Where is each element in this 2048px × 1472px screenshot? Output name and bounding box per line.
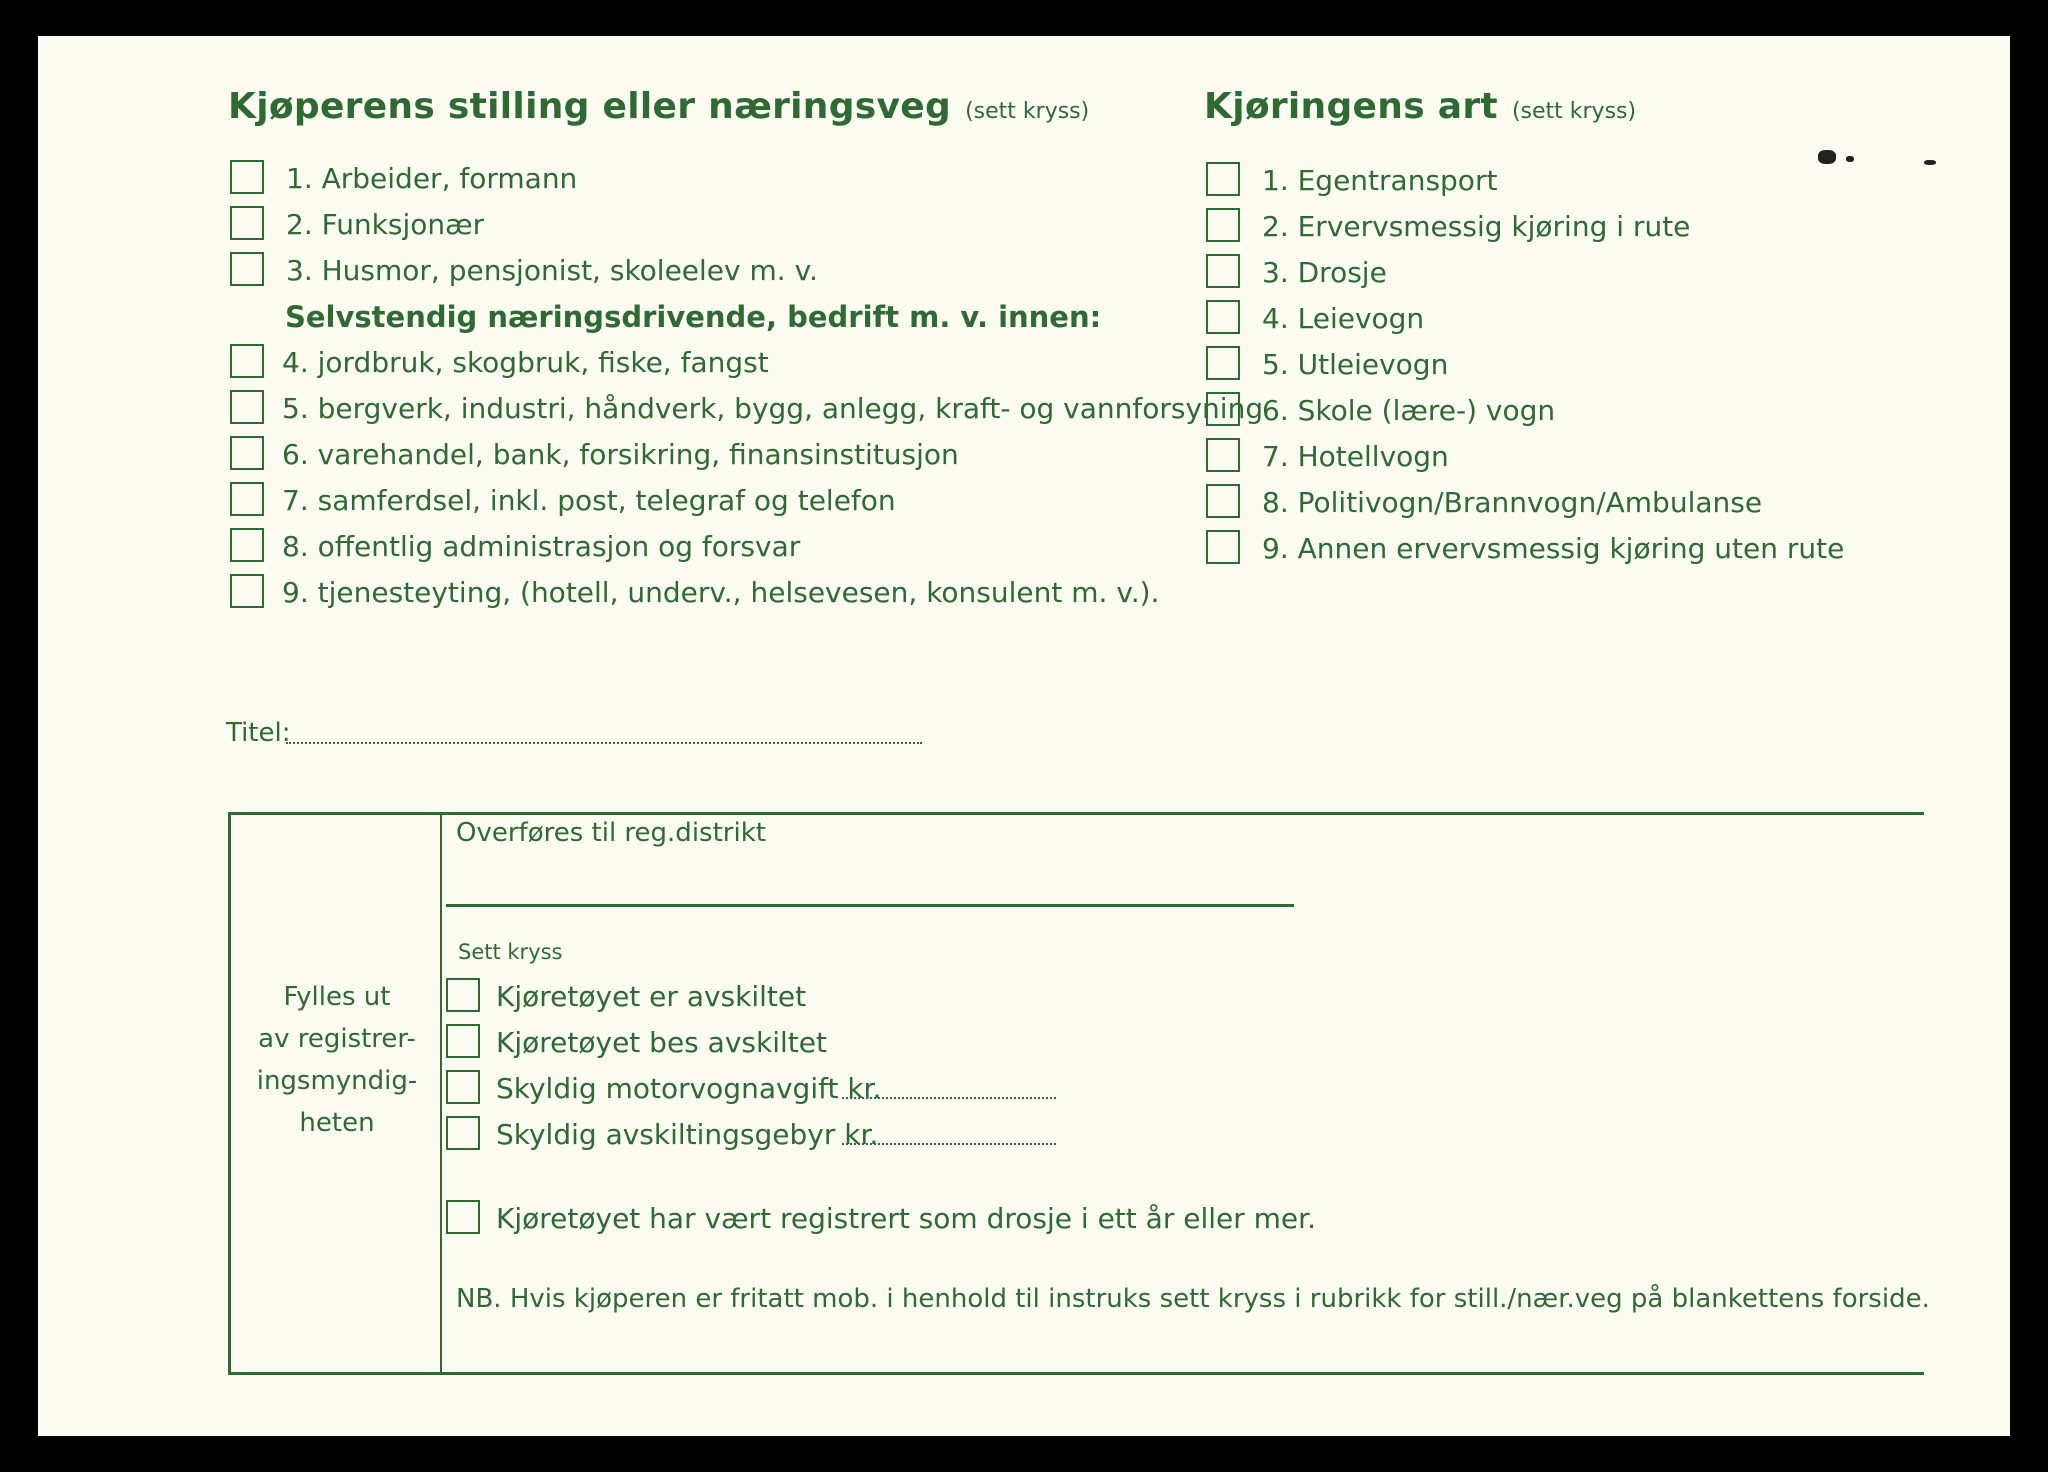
side-label-line: Fylles ut [283,982,391,1012]
option-label: 1. Egentransport [1262,164,1498,197]
box-left-rule [228,812,231,1375]
option-label: 3. Drosje [1262,256,1387,289]
check-label: Kjøretøyet er avskiltet [496,980,807,1013]
checkbox[interactable] [230,528,264,562]
option-label: 6. varehandel, bank, forsikring, finansinstitusjon [282,438,959,471]
checkbox[interactable] [230,344,264,378]
sett-kryss-label: Sett kryss [458,940,563,964]
side-label-line: av registrer- [258,1024,416,1054]
checkbox[interactable] [230,206,264,240]
option-label: 8. Politivogn/Brannvogn/Ambulanse [1262,486,1763,519]
left-subheading: Selvstendig næringsdrivende, bedrift m. v. innen: [285,300,1102,334]
option-label: 3. Husmor, pensjonist, skoleelev m. v. [286,254,818,287]
checkbox[interactable] [230,482,264,516]
box-bottom-rule [228,1372,1924,1375]
checkbox[interactable] [446,1024,480,1058]
box-top-rule [228,812,1924,815]
option-label: 4. jordbruk, skogbruk, fiske, fangst [282,346,769,379]
titel-label: Titel: [226,718,291,748]
check-label: Skyldig motorvognavgift kr. [496,1072,882,1105]
right-heading [1204,86,1636,127]
checkbox[interactable] [1206,530,1240,564]
checkbox[interactable] [230,252,264,286]
checkbox[interactable] [446,1200,480,1234]
checkbox[interactable] [1206,254,1240,288]
checkbox[interactable] [1206,392,1240,426]
option-label: 7. Hotellvogn [1262,440,1449,473]
paper-speck [1818,150,1836,164]
check-label: Kjøretøyet har vært registrert som drosje i ett år eller mer. [496,1202,1316,1235]
motorvognavgift-field[interactable] [842,1097,1056,1099]
check-label: Skyldig avskiltingsgebyr kr. [496,1118,879,1151]
nb-note: NB. Hvis kjøperen er fritatt mob. i henhold til instruks sett kryss i rubrikk for still./nær.veg på blankettens forside. [456,1284,1930,1314]
paper-speck [1924,160,1936,165]
checkbox[interactable] [230,390,264,424]
checkbox[interactable] [446,978,480,1012]
left-heading [228,86,1089,127]
transfer-label: Overføres til reg.distrikt [456,818,766,848]
checkbox[interactable] [230,436,264,470]
option-label: 6. Skole (lære-) vogn [1262,394,1556,427]
option-label: 2. Ervervsmessig kjøring i rute [1262,210,1691,243]
option-label: 4. Leievogn [1262,302,1425,335]
checkbox[interactable] [1206,438,1240,472]
option-label: 2. Funksjonær [286,208,485,241]
left-heading-text: Kjøperens stilling eller næringsveg [228,86,952,127]
right-heading-text: Kjøringens art [1204,86,1498,127]
checkbox[interactable] [1206,162,1240,196]
avskiltingsgebyr-field[interactable] [842,1143,1056,1145]
option-label: 9. Annen ervervsmessig kjøring uten rute [1262,532,1845,565]
checkbox[interactable] [1206,346,1240,380]
titel-field[interactable] [286,742,922,744]
option-label: 5. Utleievogn [1262,348,1449,381]
left-heading-note: (sett kryss) [965,99,1090,124]
box-side-label [232,976,442,1144]
right-heading-note: (sett kryss) [1511,99,1637,124]
option-label: 5. bergverk, industri, håndverk, bygg, anlegg, kraft- og vannforsyning [282,392,1264,425]
option-label: 8. offentlig administrasjon og forsvar [282,530,801,563]
checkbox[interactable] [446,1116,480,1150]
checkbox[interactable] [446,1070,480,1104]
transfer-field[interactable] [446,904,1294,907]
option-label: 9. tjenesteyting, (hotell, underv., helsevesen, konsulent m. v.). [282,576,1160,609]
checkbox[interactable] [230,160,264,194]
side-label-line: heten [299,1108,375,1138]
paper-speck [1846,156,1854,162]
checkbox[interactable] [230,574,264,608]
checkbox[interactable] [1206,208,1240,242]
option-label: 7. samferdsel, inkl. post, telegraf og telefon [282,484,896,517]
check-label: Kjøretøyet bes avskiltet [496,1026,827,1059]
checkbox[interactable] [1206,484,1240,518]
option-label: 1. Arbeider, formann [286,162,578,195]
checkbox[interactable] [1206,300,1240,334]
side-label-line: ingsmyndig- [256,1066,418,1096]
